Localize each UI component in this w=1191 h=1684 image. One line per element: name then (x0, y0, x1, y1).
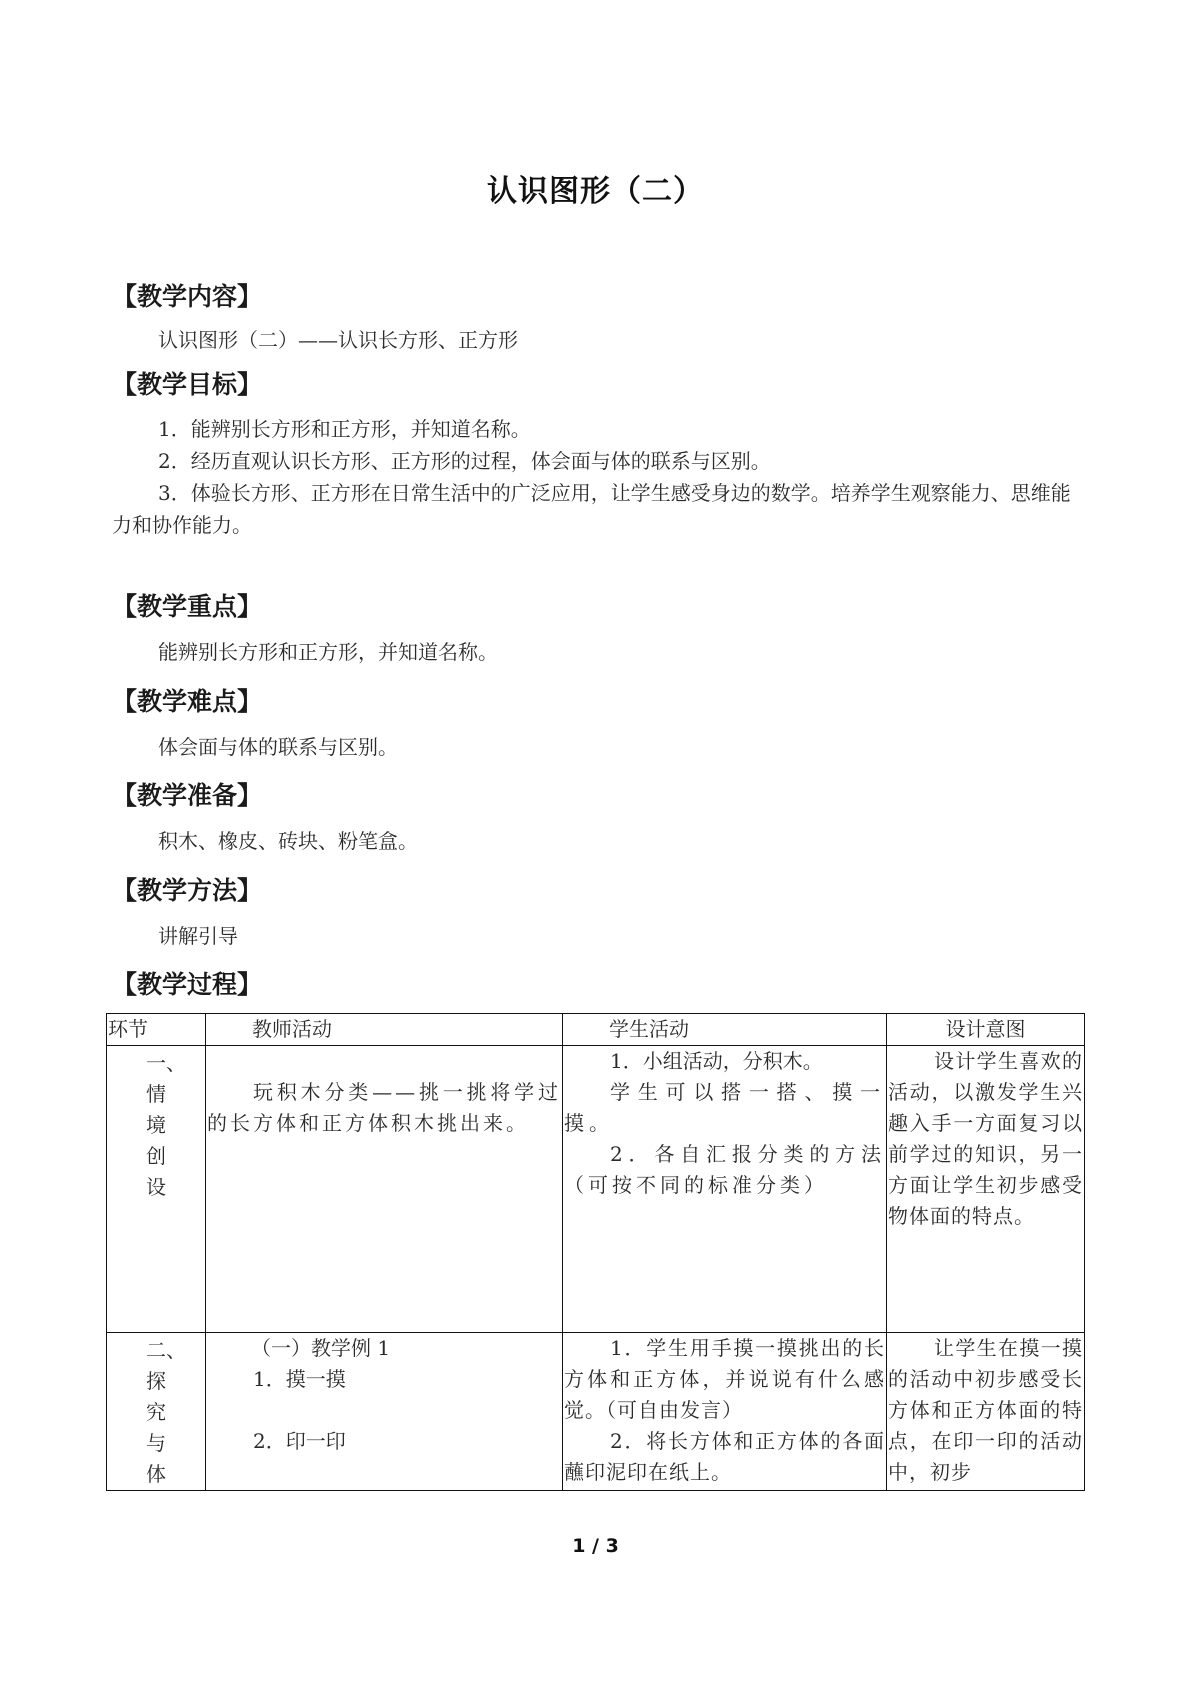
section-heading-method: 【教学方法】 (112, 876, 263, 905)
section-heading-content: 【教学内容】 (112, 282, 263, 311)
section-heading-process: 【教学过程】 (112, 970, 263, 999)
objective-item-2 (112, 445, 1087, 477)
blank-line (207, 1046, 561, 1077)
stage-char: 创 (146, 1144, 166, 1168)
stage-char: 与 (146, 1431, 166, 1455)
header-student-activity: 学生活动 (563, 1014, 887, 1046)
header-teacher-activity: 教师活动 (206, 1014, 563, 1046)
objective-item-1 (112, 413, 1087, 445)
method-paragraph: 讲解引导 (158, 924, 238, 948)
objective-item-3 (112, 477, 1087, 541)
table-row (107, 1046, 1085, 1333)
teacher-activity-text: （一）教学例 1 (251, 1336, 391, 1360)
difficulties-paragraph: 体会面与体的联系与区别。 (158, 735, 398, 759)
teacher-activity-text: 1．摸一摸 (253, 1367, 346, 1391)
student-activity-cell (563, 1333, 887, 1491)
student-activity-text: 2．各自汇报分类的方法（可按不同的标准分类） (564, 1142, 885, 1197)
objective-text: 3．体验长方形、正方形在日常生活中的广泛应用，让学生感受身边的数学。培养学生观察能力、思维能力和协作能力。 (112, 481, 1071, 537)
stage-char: 体 (146, 1462, 166, 1486)
header-stage: 环节 (107, 1014, 206, 1046)
design-intent-cell (887, 1333, 1085, 1491)
stage-cell (107, 1333, 206, 1491)
stage-char: 情 (146, 1082, 166, 1106)
blank-line (207, 1395, 561, 1426)
objective-text: 1．能辨别长方形和正方形，并知道名称。 (158, 417, 531, 441)
stage-char: 境 (146, 1113, 166, 1137)
objective-text: 2．经历直观认识长方形、正方形的过程，体会面与体的联系与区别。 (158, 449, 771, 473)
table-row (107, 1333, 1085, 1491)
page-title: 认识图形（二） (487, 174, 704, 209)
key-points-paragraph: 能辨别长方形和正方形，并知道名称。 (158, 640, 498, 664)
student-activity-text: 学生可以搭一搭、摸一摸。 (564, 1080, 885, 1135)
section-heading-difficulties: 【教学难点】 (112, 687, 263, 716)
stage-char: 设 (146, 1175, 166, 1199)
student-activity-text: 1．小组活动，分积木。 (610, 1049, 823, 1073)
design-intent-cell (887, 1046, 1085, 1333)
teacher-activity-cell (206, 1046, 563, 1333)
student-activity-text: 1．学生用手摸一摸挑出的长方体和正方体，并说说有什么感觉。（可自由发言） (564, 1336, 885, 1422)
teacher-activity-text: 2．印一印 (253, 1429, 346, 1453)
design-intent-text: 设计学生喜欢的活动，以激发学生兴趣入手一方面复习以前学过的知识，另一方面让学生初步感受物体面的特点。 (888, 1049, 1083, 1228)
teacher-activity-cell (206, 1333, 563, 1491)
stage-char: 究 (146, 1400, 166, 1424)
header-design-intent: 设计意图 (887, 1014, 1085, 1046)
design-intent-text: 让学生在摸一摸的活动中初步感受长方体和正方体面的特点，在印一印的活动中，初步 (888, 1336, 1083, 1484)
teacher-activity-text: 玩积木分类——挑一挑将学过的长方体和正方体积木挑出来。 (207, 1080, 561, 1135)
stage-char: 一、 (146, 1051, 186, 1075)
student-activity-text: 2．将长方体和正方体的各面蘸印泥印在纸上。 (564, 1429, 885, 1484)
preparation-paragraph: 积木、橡皮、砖块、粉笔盒。 (158, 829, 418, 853)
page-number: 1 / 3 (572, 1535, 619, 1557)
stage-char: 探 (146, 1369, 166, 1393)
stage-cell (107, 1046, 206, 1333)
table-header-row (107, 1014, 1085, 1046)
student-activity-cell (563, 1046, 887, 1333)
section-heading-objectives: 【教学目标】 (112, 370, 263, 399)
content-paragraph: 认识图形（二）——认识长方形、正方形 (158, 328, 518, 352)
stage-char: 二、 (146, 1338, 186, 1362)
section-heading-key-points: 【教学重点】 (112, 592, 263, 621)
section-heading-preparation: 【教学准备】 (112, 781, 263, 810)
process-table (106, 1013, 1085, 1491)
